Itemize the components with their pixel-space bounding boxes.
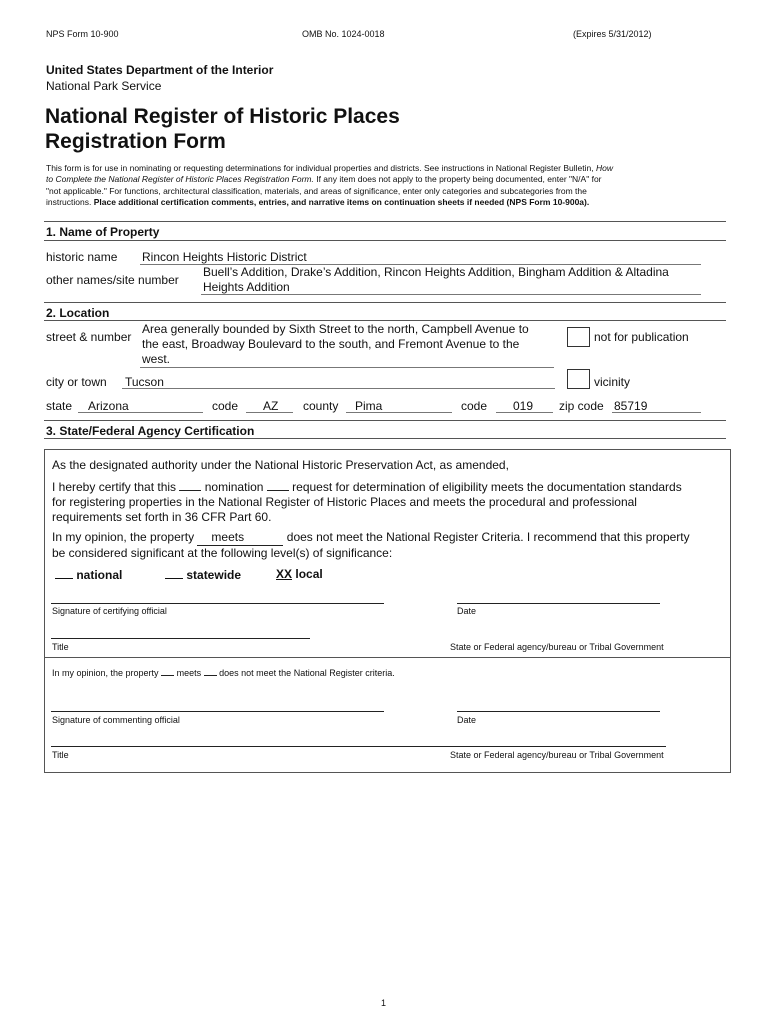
certify-l1b: nomination (204, 480, 264, 494)
state-code-line (246, 412, 293, 413)
certify-l2: for registering properties in the National Register of Historic Places and meets the procedural and professional (52, 495, 637, 509)
intro-l4a: instructions. (46, 196, 92, 207)
city-label: city or town (46, 375, 107, 389)
zip-label: zip code (559, 399, 604, 413)
title-line-1: National Register of Historic Places (45, 105, 400, 128)
nomination-blank[interactable] (179, 479, 201, 491)
opinion-l2: be considered significant at the following level(s) of significance: (52, 546, 393, 560)
omb-number: OMB No. 1024-0018 (302, 29, 385, 39)
comment-date-line[interactable] (457, 711, 660, 712)
not-for-publication-label: not for publication (594, 330, 689, 344)
certify-paragraph (52, 479, 682, 525)
zip-line (612, 412, 701, 413)
county-value[interactable]: Pima (355, 399, 383, 413)
expiration-date: (Expires 5/31/2012) (573, 29, 652, 39)
state-code-label: code (212, 399, 239, 413)
other-names-line (201, 294, 701, 295)
cert-title-label: Title (52, 642, 69, 652)
certify-l1a: I hereby certify that this (52, 480, 177, 494)
significance-levels (55, 567, 122, 582)
comment-opinion-b: meets (176, 668, 202, 678)
city-line (122, 388, 555, 389)
vicinity-checkbox[interactable] (567, 369, 590, 389)
section2-heading: 2. Location (46, 306, 110, 320)
intro-l1a: This form is for use in nominating or requesting determinations for individual properties and districts. See instructions in National Register Bulletin, (46, 163, 594, 173)
other-names-value-2[interactable]: Heights Addition (203, 280, 290, 294)
street-line-1: Area generally bounded by Sixth Street to the north, Campbell Avenue to (142, 322, 529, 336)
vicinity-label: vicinity (594, 375, 631, 389)
opinion-l1b: does not meet the National Register Criteria. I recommend that this property (286, 530, 690, 544)
opinion-l1a: In my opinion, the property (52, 530, 195, 544)
certify-l1c: request for determination of eligibility meets the documentation standards (292, 480, 682, 494)
cert-agency-label: State or Federal agency/bureau or Tribal Government (450, 642, 664, 652)
section3-top-rule (44, 420, 726, 421)
state-code-value[interactable]: AZ (263, 399, 279, 413)
comment-date-label: Date (457, 715, 477, 725)
level-statewide: statewide (186, 568, 242, 582)
city-value[interactable]: Tucson (125, 375, 164, 389)
street-label: street & number (46, 330, 132, 344)
street-value[interactable] (142, 322, 529, 367)
section1-top-rule (44, 221, 726, 222)
comment-meets-blank[interactable] (161, 667, 174, 676)
local-mark[interactable]: XX (276, 567, 293, 581)
cert-signature-label: Signature of certifying official (52, 606, 167, 616)
cert-title-line[interactable] (51, 638, 310, 639)
comment-title-label: Title (52, 750, 69, 760)
county-code-value[interactable]: 019 (513, 399, 534, 413)
section1-heading: 1. Name of Property (46, 225, 160, 239)
title-line-2: Registration Form (45, 130, 226, 153)
section2-top-rule (44, 302, 726, 303)
comment-opinion (52, 667, 395, 678)
intro-l4b: Place additional certification comments, entries, and narrative items on continuation sheets if needed (NPS Form 10-900a). (93, 196, 590, 207)
intro-l1b: How (595, 163, 613, 173)
cert-date-line[interactable] (457, 603, 660, 604)
intro-text (46, 163, 726, 208)
comment-agency-label: State or Federal agency/bureau or Tribal Government (450, 750, 664, 760)
state-line (78, 412, 203, 413)
national-blank[interactable] (55, 567, 73, 579)
other-names-label: other names/site number (46, 273, 179, 287)
authority-text: As the designated authority under the National Historic Preservation Act, as amended, (52, 458, 509, 472)
comment-title-line[interactable] (51, 746, 666, 747)
comment-opinion-a: In my opinion, the property (52, 668, 159, 678)
comment-not-meet-blank[interactable] (204, 667, 217, 676)
form-number: NPS Form 10-900 (46, 29, 119, 39)
service-name: National Park Service (46, 79, 162, 93)
comment-opinion-c: does not meet the National Register criteria. (219, 668, 395, 678)
local-group (276, 567, 323, 581)
section3-heading: 3. State/Federal Agency Certification (46, 424, 255, 438)
intro-l2b: If any item does not apply to the property being documented, enter "N/A" for (313, 174, 602, 185)
level-local: local (295, 567, 323, 581)
historic-name-value[interactable]: Rincon Heights Historic District (142, 250, 307, 264)
county-code-line (496, 412, 553, 413)
page-title (45, 104, 400, 154)
historic-name-label: historic name (46, 250, 118, 264)
section3-bottom-rule (44, 438, 726, 439)
county-line (346, 412, 452, 413)
other-names-value-1[interactable]: Buell’s Addition, Drake’s Addition, Rincon Heights Addition, Bingham Addition & Altadina (203, 265, 669, 279)
street-line (140, 367, 554, 368)
intro-l2a: to Complete the National Register of Historic Places Registration Form. (46, 174, 314, 185)
street-line-2: the east, Broadway Boulevard to the south, and Fremont Avenue to the (142, 337, 520, 351)
page-number: 1 (381, 998, 387, 1008)
street-line-3: west. (142, 352, 171, 366)
comment-signature-label: Signature of commenting official (52, 715, 180, 725)
certify-l3: requirements set forth in 36 CFR Part 60. (52, 510, 272, 524)
state-label: state (46, 399, 73, 413)
county-label: county (303, 399, 339, 413)
zip-value[interactable]: 85719 (614, 399, 648, 413)
section2-bottom-rule (44, 320, 726, 321)
statewide-blank[interactable] (165, 567, 183, 579)
intro-l3: "not applicable." For functions, architectural classification, materials, and areas of significance, enter only categories and subcategories from the (46, 185, 587, 196)
section1-bottom-rule (44, 240, 726, 241)
department-name: United States Department of the Interior (46, 63, 274, 77)
comment-signature-line[interactable] (51, 711, 384, 712)
cert-signature-line[interactable] (51, 603, 384, 604)
request-blank[interactable] (267, 479, 289, 491)
state-value[interactable]: Arizona (88, 399, 129, 413)
opinion-paragraph (52, 530, 690, 561)
level-national: national (76, 568, 123, 582)
meets-value[interactable]: meets (197, 530, 283, 546)
cert-date-label: Date (457, 606, 477, 616)
county-code-label: code (461, 399, 488, 413)
not-for-publication-checkbox[interactable] (567, 327, 590, 347)
statewide-group (165, 567, 241, 582)
